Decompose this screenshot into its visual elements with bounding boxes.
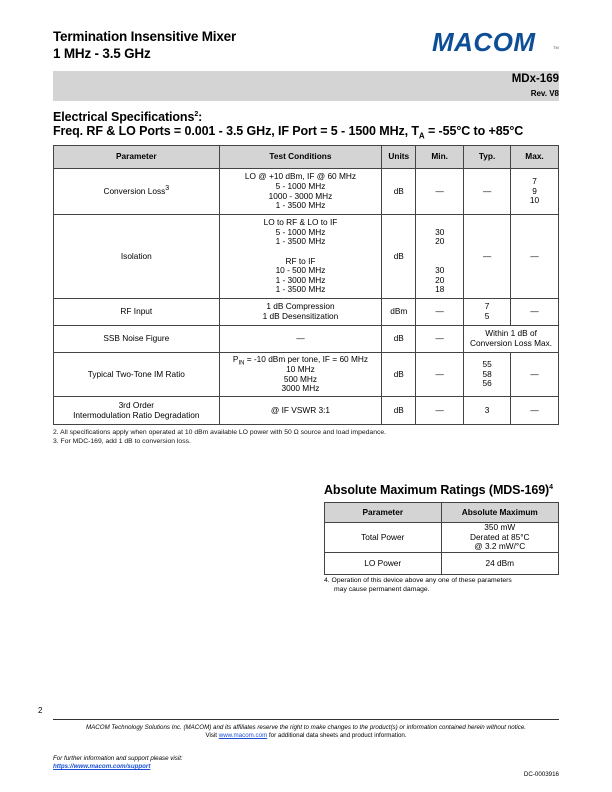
min-cell: — — [416, 299, 464, 326]
max-cell: — — [511, 299, 559, 326]
max-cell: — — [511, 397, 559, 425]
param-line: Intermodulation Ratio Degradation — [73, 409, 200, 420]
amr-value-line: Derated at 85°C — [469, 531, 530, 542]
max-value: 7 — [532, 176, 537, 187]
visit-pre: Visit — [205, 732, 219, 739]
table-row — [325, 553, 559, 575]
footnote-4-line: may cause permanent damage. — [334, 585, 430, 593]
max-cell: — — [511, 215, 559, 299]
col-header-typ: Typ. — [464, 146, 511, 169]
amr-param-lo-power: LO Power — [325, 553, 442, 575]
footer-divider — [53, 719, 559, 720]
electrical-spec-table — [53, 145, 559, 425]
min-cell: — — [416, 169, 464, 215]
footer-visit — [53, 732, 559, 739]
conditions-cell — [219, 353, 382, 397]
units-cell: dB — [382, 215, 416, 299]
typ-value: 5 — [484, 311, 490, 321]
revision: Rev. V8 — [530, 89, 559, 98]
min-cell: — — [416, 353, 464, 397]
amr-value-cell — [441, 523, 559, 553]
conditions-post: = -55°C to +85°C — [424, 124, 524, 138]
col-header-test-conditions: Test Conditions — [219, 146, 382, 169]
table-row — [325, 523, 559, 553]
col-header-min: Min. — [416, 146, 464, 169]
param-two-tone-im-ratio: Typical Two-Tone IM Ratio — [54, 353, 220, 397]
condition-line: 1 - 3500 MHz — [275, 200, 326, 211]
condition-line: 10 - 500 MHz — [275, 265, 326, 276]
amr-title-text: Absolute Maximum Ratings (MDS-169) — [324, 483, 550, 497]
merged-line: Within 1 dB of — [485, 328, 537, 339]
trademark-mark: TM — [553, 45, 559, 50]
min-value: 30 — [435, 265, 445, 276]
amr-value-line: @ 3.2 mW/°C — [474, 541, 526, 552]
min-value: 20 — [435, 236, 445, 247]
max-value: 10 — [529, 195, 540, 206]
max-cell: — — [511, 353, 559, 397]
pin-label: P — [232, 354, 239, 365]
amr-value-cell: 24 dBm — [441, 553, 559, 575]
footer-disclaimer: MACOM Technology Solutions Inc. (MACOM) and its affiliates reserve the right to make changes to the product(s) or information contained herein without notice. — [86, 724, 526, 731]
part-number: MDx-169 — [511, 73, 559, 85]
amr-header-absolute-maximum: Absolute Maximum — [441, 503, 559, 523]
section-heading-text: Electrical Specifications — [53, 110, 195, 124]
document-title: Termination Insensitive Mixer — [53, 29, 237, 44]
pin-text: = -10 dBm per tone, IF = 60 MHz — [244, 354, 369, 365]
condition-line: 1 dB Compression — [266, 301, 335, 312]
condition-line: 1 dB Desensitization — [262, 311, 339, 321]
section-heading-footnote: 2 — [194, 110, 199, 118]
units-cell: dB — [382, 353, 416, 397]
visit-post: for additional data sheets and product information. — [267, 732, 407, 739]
table-header-row — [54, 146, 559, 169]
condition-line: 10 MHz — [286, 363, 315, 374]
param-line: 3rd Order — [118, 399, 155, 410]
col-header-parameter: Parameter — [54, 146, 220, 169]
amr-header-parameter: Parameter — [325, 503, 442, 523]
min-value: 18 — [435, 284, 445, 295]
footnote-4 — [324, 577, 512, 594]
support-text: For further information and support please visit: — [53, 755, 183, 762]
typ-value: 56 — [482, 378, 492, 389]
condition-line: 5 - 1000 MHz — [275, 226, 326, 237]
param-isolation: Isolation — [54, 215, 220, 299]
param-footnote: 3 — [165, 184, 170, 192]
condition-line: 1 - 3500 MHz — [275, 236, 326, 247]
support-link[interactable]: https://www.macom.com/support — [53, 763, 151, 770]
units-cell: dB — [382, 397, 416, 425]
document-number: DC-0003916 — [523, 771, 559, 778]
typ-value: 58 — [482, 368, 492, 379]
merged-line: Conversion Loss Max. — [470, 338, 553, 348]
conditions-cell — [219, 215, 382, 299]
typ-cell: — — [464, 169, 511, 215]
typ-value: 7 — [484, 301, 490, 312]
typ-cell: — — [464, 215, 511, 299]
condition-line: 5 - 1000 MHz — [275, 180, 326, 191]
condition-line: 500 MHz — [283, 373, 318, 384]
section-heading: Electrical Specifications$^2$: — [53, 110, 203, 124]
document-subtitle: 1 MHz - 3.5 GHz — [53, 46, 151, 61]
amr-param-total-power: Total Power — [325, 523, 442, 553]
amr-title — [324, 483, 553, 497]
amr-title-footnote: 4 — [549, 483, 553, 491]
table-row — [54, 353, 559, 397]
max-cell — [511, 169, 559, 215]
macom-website-link[interactable]: www.macom.com — [218, 732, 268, 739]
min-value: 20 — [435, 274, 445, 285]
table-row — [54, 299, 559, 326]
footnote-2: 2. All specifications apply when operated at 10 dBm available LO power with 50 Ω source and load impedance. — [53, 429, 387, 436]
typ-cell: 3 — [464, 397, 511, 425]
col-header-max: Max. — [511, 146, 559, 169]
condition-line: LO to RF & LO to IF — [263, 217, 338, 228]
param-rf-input: RF Input — [54, 299, 220, 326]
conditions-cell: @ IF VSWR 3:1 — [219, 397, 382, 425]
table-header-row — [325, 503, 559, 523]
amr-value-line: 350 mW — [484, 522, 516, 533]
min-cell — [416, 215, 464, 299]
conditions-sub: A — [418, 131, 425, 141]
part-number-band — [53, 71, 559, 101]
units-cell: dBm — [382, 299, 416, 326]
max-value: 9 — [532, 185, 537, 196]
pin-sub: IN — [238, 360, 245, 367]
footnote-3: 3. For MDC-169, add 1 dB to conversion loss. — [53, 438, 191, 445]
conditions-cell — [219, 169, 382, 215]
typ-cell — [464, 299, 511, 326]
min-cell: — — [416, 326, 464, 353]
table-row — [54, 397, 559, 425]
table-row — [54, 169, 559, 215]
condition-line: RF to IF — [285, 255, 316, 266]
macom-logo: MACOM — [432, 27, 536, 57]
page-number: 2 — [38, 706, 43, 715]
col-header-units: Units — [382, 146, 416, 169]
table-row — [54, 215, 559, 299]
units-cell: dB — [382, 326, 416, 353]
table-row — [54, 326, 559, 353]
condition-line: 1 - 3500 MHz — [275, 284, 326, 295]
units-cell: dB — [382, 169, 416, 215]
min-value: 30 — [435, 226, 445, 237]
section-conditions — [53, 124, 524, 141]
condition-line: 3000 MHz — [281, 383, 320, 394]
param-text: Conversion Loss — [103, 185, 166, 196]
conditions-cell — [219, 299, 382, 326]
min-cell: — — [416, 397, 464, 425]
absolute-max-ratings-table — [324, 502, 559, 575]
param-conversion-loss — [54, 169, 220, 215]
condition-line: LO @ +10 dBm, IF @ 60 MHz — [244, 171, 357, 182]
param-ssb-noise-figure: SSB Noise Figure — [54, 326, 220, 353]
typ-max-merged-cell — [464, 326, 559, 353]
condition-line: 1000 - 3000 MHz — [268, 190, 333, 201]
condition-line: 1 - 3000 MHz — [275, 274, 326, 285]
param-im-ratio-degradation — [54, 397, 220, 425]
conditions-cell: — — [219, 326, 382, 353]
conditions-pre: Freq. RF & LO Ports = 0.001 - 3.5 GHz, IF Port = 5 - 1500 MHz, T — [53, 124, 419, 138]
typ-value: 55 — [482, 359, 492, 370]
typ-cell — [464, 353, 511, 397]
footnote-4-line: 4. Operation of this device above any one of these parameters — [324, 577, 512, 584]
